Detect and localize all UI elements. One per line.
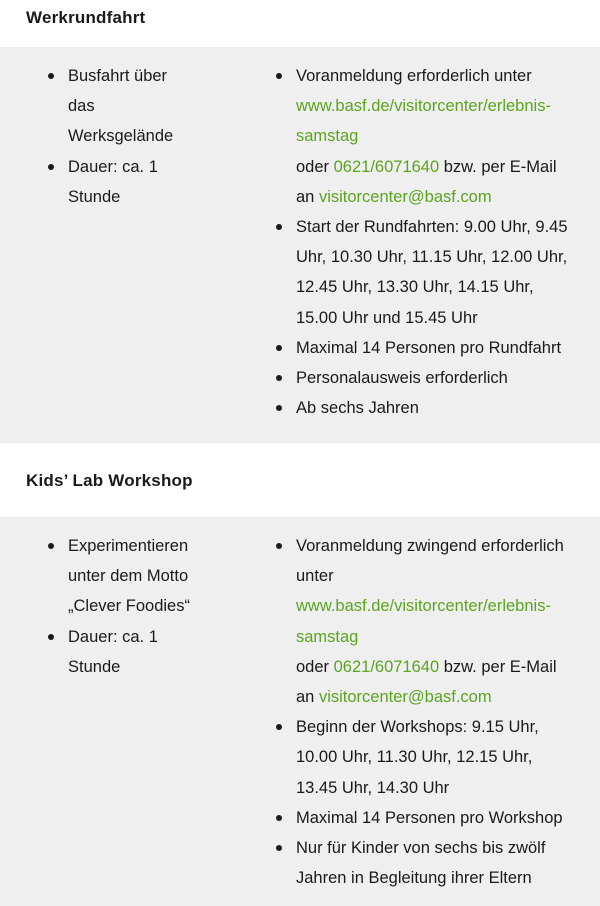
registration-text: Voranmeldung erforderlich unter <box>296 67 532 85</box>
list-item: Dauer: ca. 1 Stunde <box>48 152 198 212</box>
email-link[interactable]: visitorcenter@basf.com <box>318 688 492 707</box>
website-link-line1: www.basf.de/visitorcenter/erlebnis- <box>296 597 551 616</box>
list-item: Maximal 14 Personen pro Rundfahrt <box>276 333 576 363</box>
or-text: oder <box>296 657 330 676</box>
section-title: Werkrundfahrt <box>26 8 146 27</box>
an-text: an <box>296 688 315 707</box>
list-item: Dauer: ca. 1 Stunde <box>48 622 198 682</box>
section-title: Kids’ Lab Workshop <box>26 471 193 490</box>
section-gap <box>0 443 600 455</box>
left-list <box>48 61 228 443</box>
website-link-line2: samstag <box>296 627 359 646</box>
website-link-line2: samstag <box>296 127 359 146</box>
list-item: Start der Rundfahrten: 9.00 Uhr, 9.45 Uhr, 10.30 Uhr, 11.15 Uhr, 12.00 Uhr, 12.45 Uhr, 13.30 Uhr, 14.15 Uhr, 15.00 Uhr und 15.45 Uhr <box>276 212 576 333</box>
section-panel-werkrundfahrt <box>0 47 600 443</box>
right-list <box>276 61 576 443</box>
email-text: bzw. per E-Mail <box>443 157 557 176</box>
section-gap <box>0 507 600 517</box>
section-panel-kids-lab <box>0 517 600 906</box>
list-item: Busfahrt über das Werksgelände <box>48 61 198 152</box>
list-item-registration <box>276 531 576 712</box>
list-item: Personalausweis erforderlich <box>276 363 576 393</box>
phone-link[interactable]: 0621/6071640 <box>333 657 440 676</box>
website-link[interactable] <box>296 591 576 651</box>
list-item: Beginn der Workshops: 9.15 Uhr, 10.00 Uhr, 11.30 Uhr, 12.15 Uhr, 13.45 Uhr, 14.30 Uhr <box>276 712 576 803</box>
section-header-kids-lab <box>0 455 600 507</box>
registration-text: Voranmeldung zwingend erforderlich unter <box>296 537 564 586</box>
email-link[interactable]: visitorcenter@basf.com <box>318 187 492 206</box>
email-text: bzw. per E-Mail <box>443 657 557 676</box>
list-item-registration <box>276 61 576 212</box>
list-item: Experimentieren unter dem Motto „Clever Foodies“ <box>48 531 198 622</box>
section-header-werkrundfahrt <box>0 0 600 47</box>
an-text: an <box>296 187 315 206</box>
website-link[interactable] <box>296 91 576 151</box>
list-item: Nur für Kinder von sechs bis zwölf Jahren in Begleitung ihrer Eltern <box>276 833 576 893</box>
website-link-line1: www.basf.de/visitorcenter/erlebnis- <box>296 97 551 116</box>
list-item: Maximal 14 Personen pro Workshop <box>276 803 576 833</box>
left-list <box>48 531 228 906</box>
or-text: oder <box>296 157 330 176</box>
list-item: Ab sechs Jahren <box>276 393 576 423</box>
right-list <box>276 531 576 906</box>
phone-link[interactable]: 0621/6071640 <box>333 157 440 176</box>
